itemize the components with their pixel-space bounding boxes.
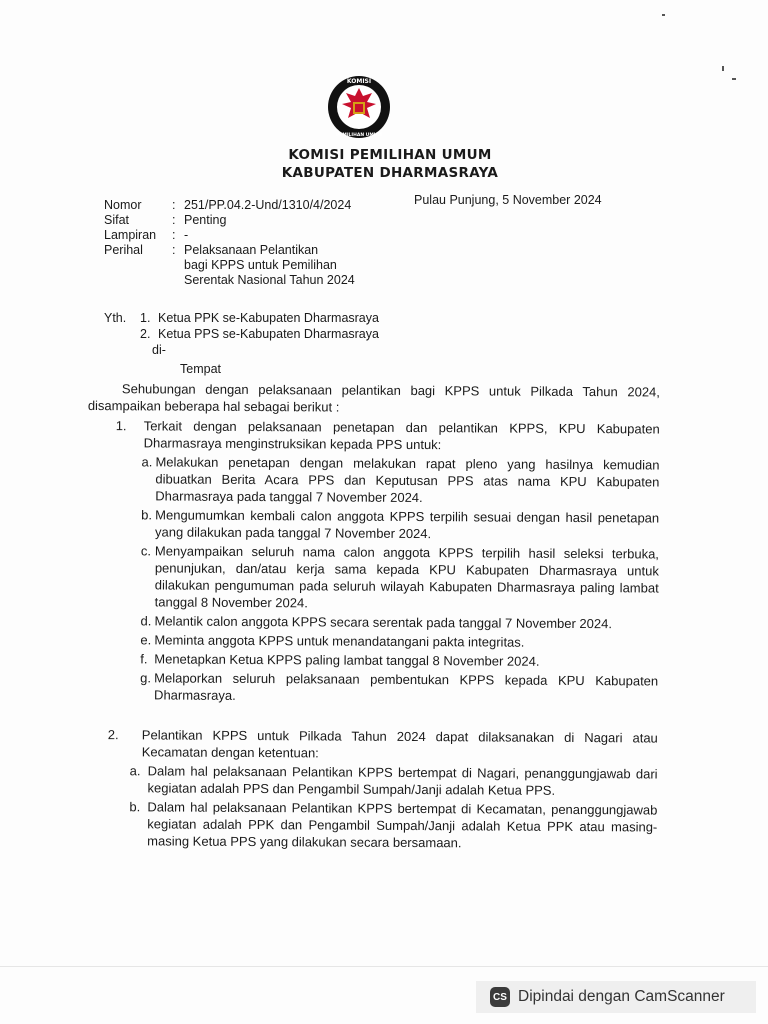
point-text: Pelantikan KPPS untuk Pilkada Tahun 2024 dapat dilaksanakan di Nagari atau Kecamatan dengan ketentuan: xyxy=(141,727,658,761)
regency-name: KABUPATEN DHARMASRAYA xyxy=(281,165,499,181)
recipient-num: 1. xyxy=(140,311,151,325)
sub-item xyxy=(86,612,658,632)
point-number: 2. xyxy=(107,727,119,743)
meta-sifat xyxy=(104,213,424,228)
intro-paragraph: Sehubungan dengan pelaksanaan pelantikan bagi KPPS untuk Pilkada Tahun 2024, disampaikan beberapa hal sebagai berikut : xyxy=(87,381,660,415)
sub-item xyxy=(86,669,658,706)
colon: : xyxy=(172,228,176,242)
sub-text: Melaporkan seluruh pelaksanaan pembentukan KPPS kepada KPU Kabupaten Dharmasraya. xyxy=(154,670,659,703)
sub-letter: c. xyxy=(140,543,152,559)
perihal-line: Pelaksanaan Pelantikan xyxy=(184,243,319,257)
camscanner-icon: CS xyxy=(490,987,510,1007)
yth-label: Yth. xyxy=(104,311,127,325)
agency-name: KOMISI PEMILIHAN UMUM xyxy=(288,147,492,163)
scan-speck xyxy=(732,78,736,80)
sub-item xyxy=(86,631,658,651)
perihal-line: bagi KPPS untuk Pemilihan xyxy=(184,258,337,272)
colon: : xyxy=(172,243,176,257)
recipient-di: di- xyxy=(152,343,166,357)
sub-letter: a. xyxy=(129,763,141,779)
letter-body xyxy=(85,380,660,852)
nomor-value: 251/PP.04.2-Und/1310/4/2024 xyxy=(184,198,352,212)
meta-lampiran xyxy=(104,228,424,243)
sub-letter: b. xyxy=(129,799,141,815)
sub-text: Menetapkan Ketua KPPS paling lambat tanggal 8 November 2024. xyxy=(154,651,540,669)
recipients xyxy=(104,310,379,377)
sub-item xyxy=(85,762,657,799)
sub-text: Menyampaikan seluruh nama calon anggota KPPS terpilih hasil seleksi terbuka, penunjukan, dan/atau kerja sama kepada KPU Kabupaten Dharmasraya untuk dilakukan pengumuman pada seluruh wilayah Kabupaten Dharmasraya paling lambat tanggal 8 November 2024. xyxy=(154,543,659,611)
recipient-text: Ketua PPS se-Kabupaten Dharmasraya xyxy=(158,327,379,341)
sub-letter: f. xyxy=(140,651,148,667)
colon: : xyxy=(172,213,176,227)
svg-text:KOMISI: KOMISI xyxy=(346,78,372,85)
recipient-item xyxy=(104,326,379,342)
place-date: Pulau Punjung, 5 November 2024 xyxy=(414,193,602,207)
recipient-text: Ketua PPK se-Kabupaten Dharmasraya xyxy=(158,311,379,325)
sub-text: Melakukan penetapan dengan melakukan rapat pleno yang hasilnya kemudian dibuatkan Berita Acara PPS dan Keputusan PPS atas nama KPU Kabupaten Dharmasraya pada tanggal 7 November 2024. xyxy=(155,454,660,506)
recipient-tempat: Tempat xyxy=(180,362,221,376)
sub-item xyxy=(87,542,659,613)
sifat-value: Penting xyxy=(184,213,227,227)
sub-text: Melantik calon anggota KPPS secara serentak pada tanggal 7 November 2024. xyxy=(154,613,613,632)
letterhead-title xyxy=(250,146,530,182)
sub-letter: d. xyxy=(140,613,152,629)
kpu-garuda-emblem-icon xyxy=(326,74,392,140)
watermark-text: Dipindai dengan CamScanner xyxy=(518,988,725,1005)
meta-nomor xyxy=(104,198,424,213)
svg-text:PEMILIHAN UMUM: PEMILIHAN UMUM xyxy=(336,133,382,138)
lampiran-label: Lampiran xyxy=(104,228,157,242)
sub-text: Dalam hal pelaksanaan Pelantikan KPPS bertempat di Kecamatan, penanggungjawab kegiatan adalah PPK dan Pengambil Sumpah/Janji adalah Ketua PPK atau masing-masing Ketua PPS yang dilakukan secara bersamaan. xyxy=(147,799,658,851)
point-2 xyxy=(86,726,658,763)
nomor-label: Nomor xyxy=(104,198,142,212)
scan-edge-line xyxy=(0,966,768,967)
sub-text: Meminta anggota KPPS untuk menandatangani pakta integritas. xyxy=(154,632,525,650)
lampiran-value: - xyxy=(184,228,189,242)
recipient-item xyxy=(104,310,379,326)
sub-item xyxy=(87,453,659,507)
perihal-label: Perihal xyxy=(104,243,143,257)
letter-meta xyxy=(104,198,424,288)
point-1 xyxy=(88,417,660,454)
sifat-label: Sifat xyxy=(104,213,130,227)
perihal-value xyxy=(184,243,424,288)
point-number: 1. xyxy=(115,418,127,434)
scan-speck xyxy=(662,14,665,16)
sub-letter: e. xyxy=(140,632,152,648)
sub-letter: b. xyxy=(141,507,153,523)
sub-letter: a. xyxy=(141,454,153,470)
sub-item xyxy=(87,506,659,543)
sub-item xyxy=(85,798,657,852)
sub-text: Mengumumkan kembali calon anggota KPPS terpilih sesuai dengan hasil penetapan yang dilakukan pada tanggal 7 November 2024. xyxy=(155,507,660,542)
sub-text: Dalam hal pelaksanaan Pelantikan KPPS bertempat di Nagari, penanggungjawab dari kegiatan adalah PPS dan Pengambil Sumpah/Janji adalah Ketua PPS. xyxy=(147,763,658,798)
colon: : xyxy=(172,198,176,212)
sub-letter: g. xyxy=(140,670,152,686)
scan-speck xyxy=(722,66,724,71)
camscanner-watermark xyxy=(476,981,756,1013)
point-text: Terkait dengan pelaksanaan penetapan dan pelantikan KPPS, KPU Kabupaten Dharmasraya menginstruksikan kepada PPS untuk: xyxy=(143,418,660,453)
sub-item xyxy=(86,650,658,670)
recipient-num: 2. xyxy=(140,327,151,341)
perihal-line: Serentak Nasional Tahun 2024 xyxy=(184,273,355,287)
meta-perihal xyxy=(104,243,424,288)
